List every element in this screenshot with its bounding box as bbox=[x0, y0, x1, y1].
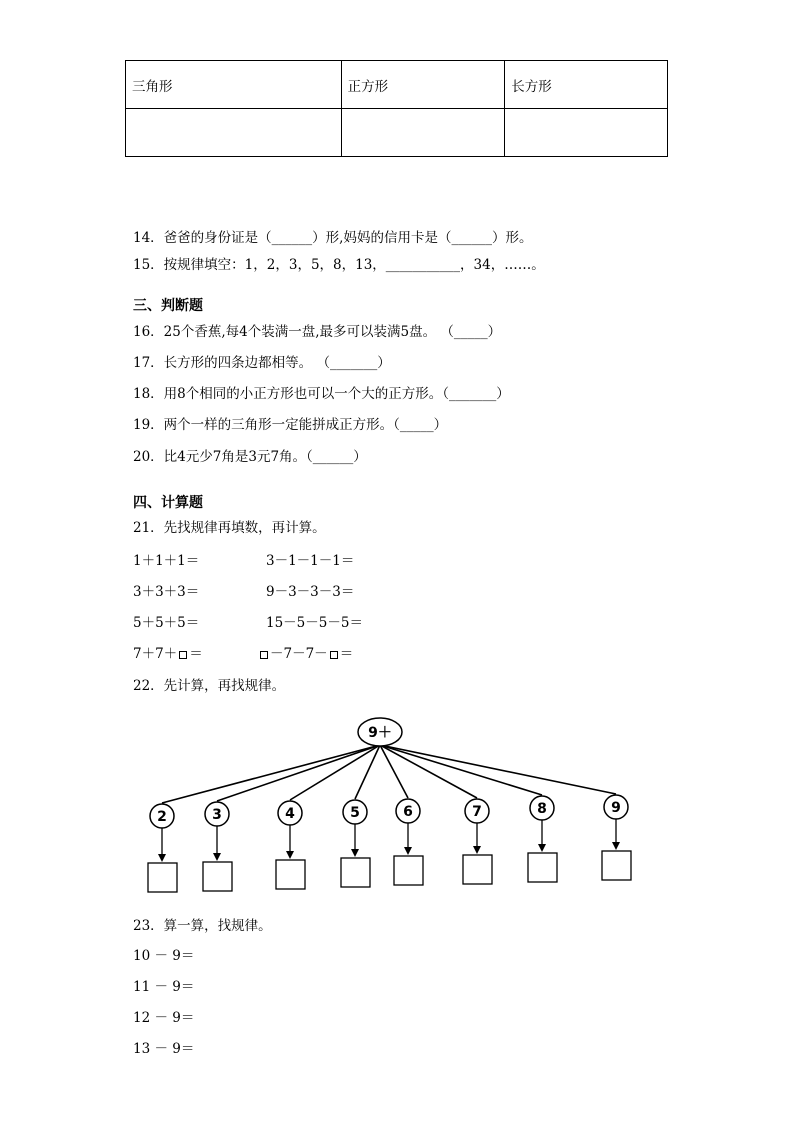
answer-box[interactable] bbox=[463, 855, 492, 884]
table-answer-row bbox=[126, 109, 668, 157]
answer-box[interactable] bbox=[394, 856, 423, 885]
answer-box[interactable] bbox=[602, 851, 631, 880]
table-header-row bbox=[126, 61, 668, 109]
shape-table bbox=[125, 60, 668, 157]
blank-square-icon bbox=[179, 651, 187, 659]
answer-box[interactable] bbox=[276, 860, 305, 889]
section-heading-judgement: 三、判断题 bbox=[133, 298, 203, 314]
branch-line bbox=[380, 745, 542, 795]
q21-left-2: 3＋3＋3＝ bbox=[133, 584, 200, 600]
number-node-label: 5 bbox=[350, 805, 360, 821]
branch-line bbox=[217, 745, 380, 801]
q23-row-4: 13 － 9＝ bbox=[133, 1041, 195, 1057]
question-15: 15．按规律填空：1，2，3，5，8，13，___________，34，……。 bbox=[133, 257, 545, 273]
question-16: 16．25个香蕉,每4个装满一盘,最多可以装满5盘。 （_____） bbox=[133, 324, 502, 340]
q21-right-1: 3－1－1－1＝ bbox=[266, 553, 355, 569]
answer-box[interactable] bbox=[528, 853, 557, 882]
root-label: 9＋ bbox=[368, 725, 392, 741]
q21-right-4 bbox=[258, 645, 353, 663]
q21-right-3: 15－5－5－5＝ bbox=[266, 615, 363, 631]
q23-row-2: 11 － 9＝ bbox=[133, 979, 195, 995]
question-17: 17．长方形的四条边都相等。 （_______） bbox=[133, 355, 391, 371]
number-node-label: 9 bbox=[611, 800, 621, 816]
question-19: 19．两个一样的三角形一定能拼成正方形。（_____） bbox=[133, 417, 448, 433]
header-rectangle: 长方形 bbox=[505, 61, 668, 109]
branch-line bbox=[380, 745, 616, 794]
number-node-label: 3 bbox=[212, 807, 222, 823]
header-triangle: 三角形 bbox=[126, 61, 342, 109]
blank-square-icon bbox=[260, 651, 268, 659]
question-23: 23．算一算，找规律。 bbox=[133, 918, 272, 934]
answer-box[interactable] bbox=[341, 858, 370, 887]
question-14: 14．爸爸的身份证是（______）形,妈妈的信用卡是（______）形。 bbox=[133, 230, 533, 246]
question-22: 22．先计算，再找规律。 bbox=[133, 678, 286, 694]
number-node-label: 8 bbox=[537, 801, 547, 817]
q21-right-2: 9－3－3－3＝ bbox=[266, 584, 355, 600]
answer-cell-rectangle[interactable] bbox=[505, 109, 668, 157]
q23-row-3: 12 － 9＝ bbox=[133, 1010, 195, 1026]
number-node-label: 4 bbox=[285, 806, 295, 822]
q21-left-4-text: 7＋7＋ bbox=[133, 646, 178, 662]
q21-right-4-end: ＝ bbox=[339, 646, 354, 662]
question-20: 20．比4元少7角是3元7角。（______） bbox=[133, 449, 367, 465]
q21-left-1: 1＋1＋1＝ bbox=[133, 553, 200, 569]
header-square: 正方形 bbox=[341, 61, 505, 109]
answer-box[interactable] bbox=[203, 862, 232, 891]
q21-left-3: 5＋5＋5＝ bbox=[133, 615, 200, 631]
answer-box[interactable] bbox=[148, 863, 177, 892]
number-node-label: 6 bbox=[403, 804, 413, 820]
section-heading-calculation: 四、计算题 bbox=[133, 495, 203, 511]
number-node-label: 2 bbox=[157, 809, 167, 825]
q21-left-4-end: ＝ bbox=[189, 646, 203, 662]
addition-tree-diagram bbox=[130, 712, 650, 902]
answer-cell-triangle[interactable] bbox=[126, 109, 342, 157]
q21-right-4-mid: －7－7－ bbox=[270, 646, 328, 662]
q21-left-4 bbox=[133, 645, 203, 663]
number-node-label: 7 bbox=[472, 804, 482, 820]
answer-cell-square[interactable] bbox=[341, 109, 505, 157]
branch-line bbox=[162, 745, 380, 803]
question-21: 21．先找规律再填数，再计算。 bbox=[133, 520, 326, 536]
blank-square-icon bbox=[330, 651, 338, 659]
q23-row-1: 10 － 9＝ bbox=[133, 948, 195, 964]
question-18: 18．用8个相同的小正方形也可以一个大的正方形。（_______） bbox=[133, 386, 510, 402]
